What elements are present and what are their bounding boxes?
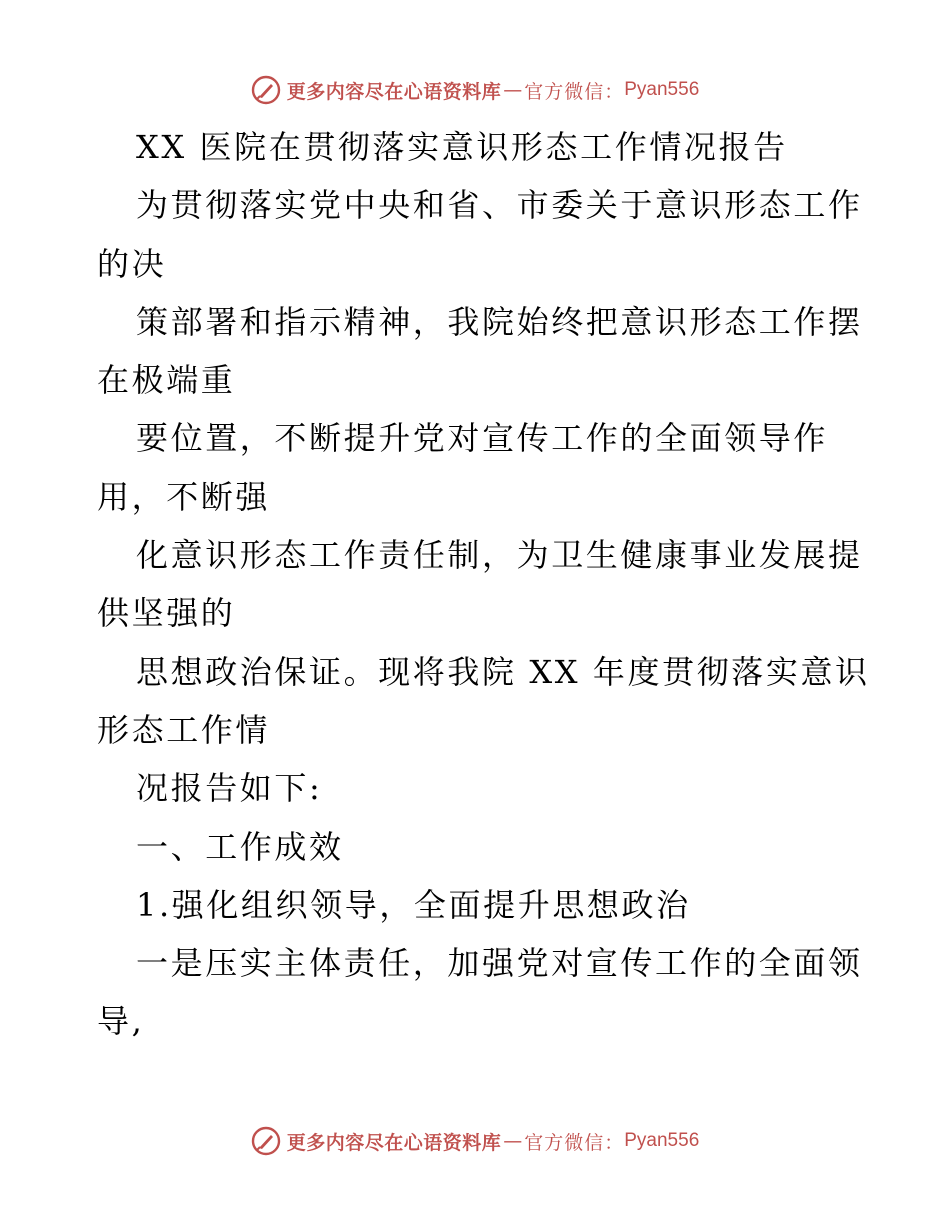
document-body — [97, 118, 870, 1051]
paragraph-line: 一是压实主体责任，加强党对宣传工作的全面领 — [136, 944, 863, 983]
paragraph-line: 况报告如下: — [136, 769, 323, 808]
paragraph-line: 供坚强的 — [97, 594, 236, 633]
footer-watermark — [0, 1121, 950, 1161]
paragraph-line: 在极端重 — [97, 361, 236, 400]
watermark-wechat-label: 官方微信： — [524, 1131, 625, 1154]
paragraph-line: 为贯彻落实党中央和省、市委关于意识形态工作 — [136, 186, 863, 225]
watermark-title: 更多内容尽在心语资料库 — [286, 80, 502, 103]
paragraph-line: 思想政治保证。现将我院 XX 年度贯彻落实意识 — [136, 652, 870, 691]
paragraph-line: 要位置，不断提升党对宣传工作的全面领导作 — [136, 419, 829, 458]
header-watermark — [0, 70, 950, 110]
watermark-dash: — — [503, 1130, 523, 1152]
paragraph-line: 1.强化组织领导，全面提升思想政治 — [136, 885, 691, 924]
paragraph-line: 用，不断强 — [97, 477, 271, 516]
watermark-wechat-id: Pyan556 — [624, 1130, 700, 1151]
paragraph-line: 化意识形态工作责任制，为卫生健康事业发展提 — [136, 536, 863, 575]
quill-logo-icon — [251, 1126, 281, 1156]
watermark-dash: — — [503, 79, 523, 101]
watermark-title: 更多内容尽在心语资料库 — [286, 1131, 502, 1154]
quill-logo-icon — [251, 75, 281, 105]
paragraph-line: 一、工作成效 — [136, 827, 344, 866]
paragraph-line: 的决 — [97, 244, 167, 283]
watermark-wechat-label: 官方微信： — [524, 80, 625, 103]
paragraph-line: 策部署和指示精神，我院始终把意识形态工作摆 — [136, 302, 863, 341]
watermark-wechat-id: Pyan556 — [624, 79, 700, 100]
paragraph-line: 导, — [97, 1002, 145, 1041]
paragraph-line: 形态工作情 — [97, 710, 271, 749]
paragraph-line: XX 医院在贯彻落实意识形态工作情况报告 — [136, 128, 788, 166]
